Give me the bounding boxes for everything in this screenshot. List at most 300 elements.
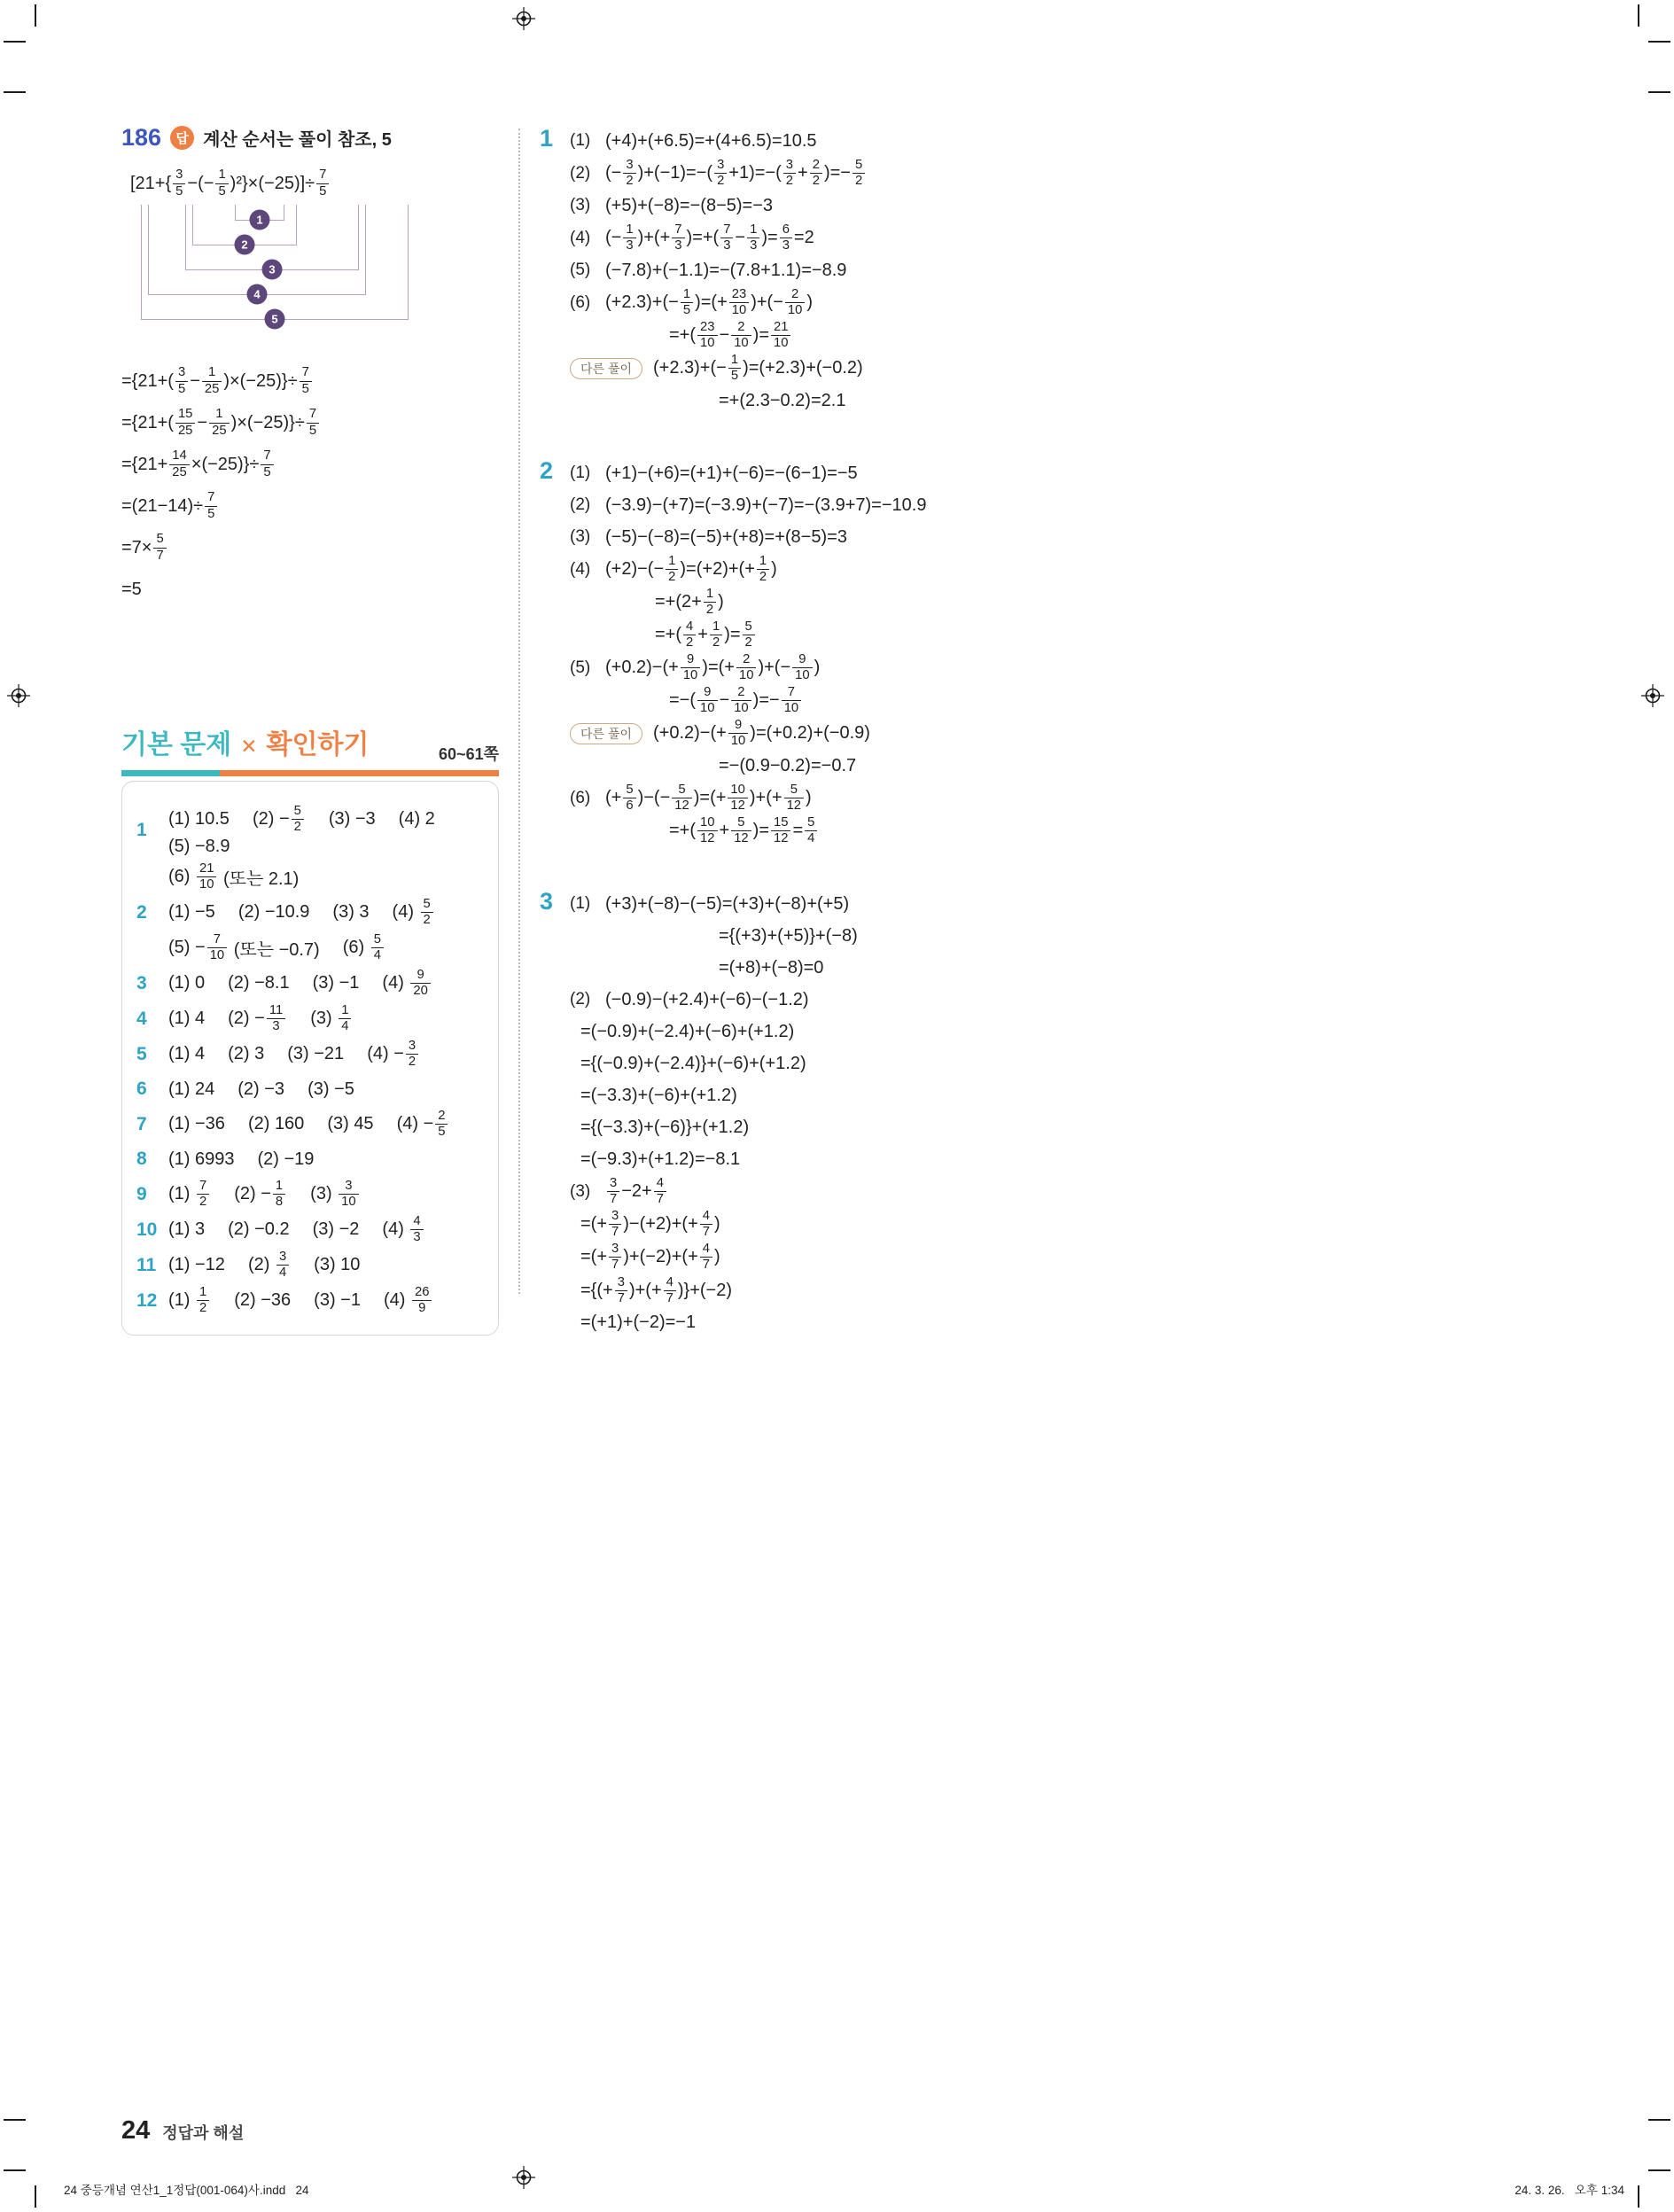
fraction: $\frac{2}{10}$: [736, 652, 756, 683]
fraction: $\frac{3}{2}$: [783, 158, 796, 189]
section-header: [121, 722, 499, 770]
answer-item: (3) 3: [332, 902, 370, 923]
math-line: [570, 458, 1568, 488]
math-text: (−0.9)−(+2.4)+(−6)−(−1.2): [605, 989, 809, 1009]
math-line: [570, 652, 1568, 683]
math-line: [570, 255, 1568, 285]
math-line: [570, 783, 1568, 814]
math-text: (+2)−(− $\frac{1}{2}$ )=(+2)+(+ $\frac{1}{2}$ ): [605, 554, 777, 585]
math-line: [655, 619, 1568, 650]
answer-row: [136, 1003, 484, 1034]
fraction: $\frac{21}{10}$: [197, 861, 216, 892]
math-line: [719, 953, 1568, 983]
answer-items: [168, 1214, 425, 1245]
problem-number: 3: [540, 888, 554, 915]
crop-mark: [1648, 2169, 1670, 2171]
math-text: (−3.9)−(+7)=(−3.9)+(−7)=−(3.9+7)=−10.9: [605, 495, 927, 515]
answer-row: [136, 1179, 484, 1210]
fraction: $\frac{5}{4}$: [371, 932, 384, 963]
x-icon: ✕: [240, 735, 258, 758]
answer-number: 9: [136, 1183, 147, 1204]
fraction: $\frac{5}{2}$: [421, 897, 433, 928]
math-text: (+2.3)+(− $\frac{1}{5}$ )=(+2.3)+(−0.2): [653, 353, 863, 384]
fraction: $\frac{2}{10}$: [785, 287, 805, 318]
order-mark: 4: [247, 284, 268, 305]
math-line: [580, 1275, 1568, 1306]
problems-list: [540, 124, 1568, 1340]
math-line: [580, 1048, 1568, 1079]
alt-solution-badge: 다른 풀이: [570, 358, 642, 379]
math-line: [669, 815, 1568, 846]
left-column: [121, 124, 504, 1316]
fraction: $\frac{5}{12}$: [731, 815, 751, 846]
answer-number: 4: [136, 1008, 147, 1029]
problem-lines: [570, 887, 1568, 1339]
crop-mark: [4, 91, 26, 93]
answer-row: [136, 1074, 484, 1104]
solution-step: =5: [121, 579, 142, 599]
math-text: (+0.2)−(+ $\frac{9}{10}$ )=(+ $\frac{2}{10}$ )+(− $\frac{9}{10}$ ): [605, 652, 821, 683]
answer-items: [168, 1179, 361, 1210]
answer-row: [136, 897, 484, 928]
answer-number: 6: [136, 1079, 147, 1100]
fraction: $\frac{3}{10}$: [339, 1179, 358, 1210]
fraction: $\frac{1}{5}$: [681, 287, 693, 318]
answer-item: (2) 3: [228, 1044, 265, 1064]
crop-mark: [4, 41, 26, 43]
answer-number: 8: [136, 1149, 147, 1170]
answer-item: (3) $\frac{1}{4}$: [310, 1003, 353, 1034]
answer-item: (3) −1: [312, 973, 360, 993]
fraction: $\frac{7}{5}$: [316, 167, 329, 199]
fraction: $\frac{5}{6}$: [623, 783, 635, 814]
fraction: $\frac{7}{3}$: [672, 222, 684, 253]
answer-row: [136, 968, 484, 999]
math-text: =(−3.3)+(−6)+(+1.2): [580, 1085, 737, 1105]
fraction: $\frac{7}{5}$: [205, 490, 217, 521]
math-text: (+1)−(+6)=(+1)+(−6)=−(6−1)=−5: [605, 463, 858, 483]
math-line: [570, 126, 1568, 156]
math-line: [570, 158, 1568, 189]
problem-lines: [570, 456, 1568, 848]
answer-item: (1) 6993: [168, 1149, 235, 1169]
item-label: (5): [570, 261, 591, 280]
fraction: $\frac{9}{10}$: [728, 718, 748, 749]
answer-items: [168, 1149, 314, 1170]
order-mark: 5: [265, 309, 285, 330]
fraction: $\frac{9}{10}$: [681, 652, 700, 683]
fraction: $\frac{10}{12}$: [728, 783, 747, 814]
solution-steps: [121, 362, 504, 608]
answer-item: (1) 10.5: [168, 809, 230, 830]
answer-item: (1) 24: [168, 1079, 215, 1099]
problem-number: 1: [540, 125, 554, 152]
footer-label: 정답과 해설: [162, 2124, 245, 2142]
fraction: $\frac{11}{3}$: [267, 1003, 285, 1034]
answer-item: (3) 10: [314, 1255, 361, 1275]
math-text: (+4)+(+6.5)=+(4+6.5)=10.5: [605, 130, 817, 151]
math-text: (+0.2)−(+ $\frac{9}{10}$ )=(+0.2)+(−0.9): [653, 718, 870, 749]
math-text: (− $\frac{3}{2}$ )+(−1)=−( $\frac{3}{2}$ +1)=−( $\frac{3}{2}$ + $\frac{2}{2}$ )=− $\frac{5}{2}$: [605, 158, 867, 189]
math-line: [570, 490, 1568, 520]
fraction: $\frac{1}{2}$: [757, 554, 769, 585]
item-label: (3): [570, 1181, 591, 1201]
answer-item: (3) −21: [287, 1044, 345, 1064]
order-mark: 3: [262, 260, 283, 280]
math-line: [719, 921, 1568, 951]
problem-186: [121, 124, 504, 608]
item-label: (3): [570, 196, 591, 215]
answer-item: (2) − $\frac{5}{2}$: [253, 804, 306, 835]
fraction: $\frac{5}{7}$: [153, 532, 166, 563]
math-text: =+( $\frac{4}{2}$ + $\frac{1}{2}$ )= $\frac{5}{2}$: [655, 619, 757, 650]
answer-text: 계산 순서는 풀이 참조, 5: [203, 130, 392, 150]
fraction: $\frac{10}{12}$: [697, 815, 717, 846]
answer-number: 10: [136, 1219, 158, 1240]
answer-row: [136, 1214, 484, 1245]
item-label: (4): [570, 228, 591, 247]
answer-items: [168, 968, 432, 999]
fraction: $\frac{7}{2}$: [197, 1179, 209, 1210]
answer-items: [168, 1285, 433, 1316]
fraction: $\frac{9}{10}$: [792, 652, 812, 683]
fraction: $\frac{3}{7}$: [609, 1242, 621, 1273]
fraction: $\frac{4}{7}$: [664, 1275, 676, 1306]
math-line: [580, 1209, 1568, 1240]
fraction: $\frac{1}{5}$: [215, 167, 228, 199]
math-line: [580, 1080, 1568, 1110]
fraction: $\frac{7}{5}$: [261, 448, 273, 479]
item-label: (4): [570, 559, 591, 579]
fraction: $\frac{5}{2}$: [853, 158, 865, 189]
math-line: [580, 1308, 1568, 1338]
fraction: $\frac{3}{5}$: [173, 167, 185, 199]
item-label: (3): [570, 527, 591, 547]
fraction: $\frac{15}{25}$: [175, 407, 195, 438]
answer-items: [168, 1003, 353, 1034]
fraction: $\frac{4}{7}$: [654, 1176, 666, 1207]
fraction: $\frac{1}{8}$: [273, 1179, 285, 1210]
math-line: [570, 554, 1568, 585]
answer-item: (4) $\frac{26}{9}$: [384, 1285, 433, 1316]
fraction: $\frac{3}{2}$: [406, 1039, 418, 1070]
answer-number: 2: [136, 901, 147, 923]
answer-item: (2) −8.1: [228, 973, 290, 993]
answer-number: 5: [136, 1043, 147, 1064]
fraction: $\frac{2}{10}$: [731, 320, 751, 351]
answer-item: (4) − $\frac{3}{2}$: [367, 1039, 420, 1070]
answer-item: (5) − $\frac{7}{10}$ (또는 −0.7): [168, 932, 320, 963]
math-text: ={(+ $\frac{3}{7}$ )+(+ $\frac{4}{7}$ )}+(−2): [580, 1274, 733, 1305]
answer-item: (1) 4: [168, 1044, 206, 1064]
fraction: $\frac{1}{25}$: [202, 365, 222, 396]
answer-item: (2) − $\frac{1}{8}$: [234, 1179, 287, 1210]
answer-item: (3) −5: [308, 1079, 354, 1099]
print-timestamp: 24. 3. 26. 오후 1:34: [1514, 2184, 1624, 2197]
answer-badge: 답: [170, 126, 194, 150]
column-divider: [518, 129, 520, 1294]
item-label: (1): [570, 463, 591, 483]
answer-items: [168, 897, 435, 928]
fraction: $\frac{2}{2}$: [810, 158, 822, 189]
fraction: $\frac{1}{2}$: [197, 1285, 209, 1316]
fraction: $\frac{5}{2}$: [292, 804, 304, 835]
order-bracket: [141, 205, 409, 326]
math-line: [580, 1016, 1568, 1047]
section-title-sub: 확인하기: [266, 730, 370, 759]
answer-item: (6) $\frac{5}{4}$: [343, 932, 385, 963]
math-line: [580, 1242, 1568, 1273]
math-text: (− $\frac{1}{3}$ )+(+ $\frac{7}{3}$ )=+( $\frac{7}{3}$ − $\frac{1}{3}$ )= $\frac{6}{3}$ =2: [605, 222, 814, 253]
answer-item: (1) −5: [168, 902, 215, 923]
problem-number: 2: [540, 457, 554, 485]
page-footer: [121, 2116, 244, 2146]
math-line: [719, 751, 1568, 781]
math-text: =−( $\frac{9}{10}$ − $\frac{2}{10}$ )=− $\frac{7}{10}$: [669, 685, 803, 716]
answer-item: (2) −36: [234, 1290, 292, 1311]
math-text: =(+8)+(−8)=0: [719, 957, 824, 977]
solution-step: =(21−14)÷ $\frac{7}{5}$: [121, 487, 504, 525]
answer-row: [136, 804, 484, 857]
crop-mark: [4, 2169, 26, 2171]
fraction: $\frac{1}{25}$: [209, 407, 229, 438]
answer-items: [168, 1250, 360, 1281]
order-diagram: [121, 164, 504, 348]
crop-mark: [35, 2185, 36, 2208]
fraction: $\frac{7}{5}$: [300, 365, 312, 396]
fraction: $\frac{3}{4}$: [276, 1250, 289, 1281]
answer-item: (4) − $\frac{2}{5}$: [397, 1109, 450, 1140]
math-text: ={(−0.9)+(−2.4)}+(−6)+(+1.2): [580, 1053, 806, 1073]
math-line: [570, 191, 1568, 221]
registration-mark: [1641, 684, 1664, 707]
math-expression: [21+{ $\frac{3}{5}$ −(− $\frac{1}{5}$ )²}×(−25)]÷ $\frac{7}{5}$: [130, 164, 331, 203]
fraction: $\frac{7}{3}$: [720, 222, 733, 253]
answer-item: (2) −10.9: [237, 902, 310, 923]
answer-row: [136, 1109, 484, 1140]
fraction: $\frac{1}{2}$: [710, 619, 722, 650]
fraction: $\frac{1}{4}$: [339, 1003, 351, 1034]
answer-row: [136, 1039, 484, 1070]
answer-item: (2) − $\frac{11}{3}$: [228, 1003, 287, 1034]
math-line: [570, 522, 1568, 552]
answer-item: (1) 3: [168, 1219, 206, 1240]
answer-item: (3) −2: [312, 1219, 360, 1240]
answer-number: 12: [136, 1289, 158, 1311]
answer-item: (5) −8.9: [168, 837, 230, 857]
solution-step: ={21+( $\frac{3}{5}$ − $\frac{1}{25}$ )×(−25)}÷ $\frac{7}{5}$: [121, 362, 504, 400]
answers-box: [121, 781, 499, 1336]
answer-item: (4) $\frac{5}{2}$: [393, 897, 435, 928]
answer-item: (4) 2: [398, 809, 435, 830]
registration-mark: [512, 7, 535, 30]
answer-items: [168, 1079, 354, 1100]
math-line: [570, 1176, 1568, 1207]
math-text: =(+1)+(−2)=−1: [580, 1312, 697, 1333]
math-text: (+ $\frac{5}{6}$ )−(− $\frac{5}{12}$ )=(+ $\frac{10}{12}$ )+(+ $\frac{5}{12}$ ): [605, 783, 812, 814]
fraction: $\frac{3}{7}$: [609, 1209, 621, 1240]
math-line: [580, 1112, 1568, 1142]
fraction: $\frac{15}{12}$: [771, 815, 790, 846]
answer-items: [168, 1109, 449, 1140]
fraction: $\frac{5}{12}$: [784, 783, 804, 814]
math-text: (+2.3)+(− $\frac{1}{5}$ )=(+ $\frac{23}{10}$ )+(− $\frac{2}{10}$ ): [605, 287, 814, 318]
answer-number: 1: [136, 820, 147, 841]
answer-item: (3) $\frac{3}{10}$: [310, 1179, 360, 1210]
fraction: $\frac{2}{10}$: [731, 685, 751, 716]
math-text: =+( $\frac{10}{12}$ + $\frac{5}{12}$ )= $\frac{15}{12}$ = $\frac{5}{4}$: [669, 815, 819, 846]
math-line: [669, 320, 1568, 351]
problem-number: 186: [121, 124, 162, 151]
math-text: =(−0.9)+(−2.4)+(−6)+(+1.2): [580, 1021, 795, 1041]
crop-mark: [1648, 2119, 1670, 2121]
registration-mark: [7, 684, 30, 707]
fraction: $\frac{1}{2}$: [666, 554, 678, 585]
answer-number: 11: [136, 1254, 157, 1275]
solution-step: ={21+ $\frac{14}{25}$ ×(−25)}÷ $\frac{7}{5}$: [121, 446, 504, 483]
answer-item: (1) $\frac{7}{2}$: [168, 1179, 211, 1210]
fraction: $\frac{3}{7}$: [615, 1275, 627, 1306]
fraction: $\frac{3}{2}$: [623, 158, 635, 189]
fraction: $\frac{4}{2}$: [683, 619, 696, 650]
fraction: $\frac{7}{10}$: [207, 932, 227, 963]
fraction: $\frac{14}{25}$: [169, 448, 189, 479]
fraction: $\frac{3}{7}$: [607, 1176, 619, 1207]
basic-problems-section: [121, 722, 499, 1336]
fraction: $\frac{23}{10}$: [729, 287, 749, 318]
problem-186-header: [121, 124, 504, 152]
item-label: (1): [570, 894, 591, 914]
order-mark: 2: [235, 235, 255, 255]
fraction: $\frac{1}{3}$: [747, 222, 759, 253]
answer-row: [136, 1144, 484, 1174]
answer-row: [136, 932, 484, 963]
fraction: $\frac{5}{4}$: [805, 815, 817, 846]
problem: [540, 887, 1568, 1339]
math-text: (−7.8)+(−1.1)=−(7.8+1.1)=−8.9: [605, 260, 847, 280]
answer-row: [136, 861, 484, 892]
fraction: $\frac{9}{10}$: [697, 685, 717, 716]
fraction: $\frac{3}{2}$: [714, 158, 727, 189]
problem: [540, 124, 1568, 417]
answer-item: (1) 4: [168, 1009, 206, 1029]
crop-mark: [1638, 2185, 1639, 2208]
solution-step: =7× $\frac{5}{7}$: [121, 529, 504, 566]
item-label: (2): [570, 495, 591, 515]
math-text: =(+ $\frac{3}{7}$ )−(+2)+(+ $\frac{4}{7}$ ): [580, 1209, 720, 1240]
fraction: $\frac{26}{9}$: [412, 1285, 432, 1316]
item-label: (5): [570, 658, 591, 677]
answer-item: (2) 160: [247, 1114, 305, 1134]
math-line: [570, 985, 1568, 1015]
fraction: $\frac{5}{2}$: [743, 619, 755, 650]
answer-items: [168, 861, 299, 892]
math-line: [570, 287, 1568, 318]
fraction: $\frac{5}{12}$: [672, 783, 691, 814]
fraction: $\frac{7}{10}$: [782, 685, 801, 716]
math-line: [570, 353, 1568, 384]
section-title-main: 기본 문제: [121, 730, 232, 759]
page-reference: 60~61쪽: [439, 745, 499, 763]
math-text: =+(2+ $\frac{1}{2}$ ): [655, 587, 724, 618]
solution-step: ={21+( $\frac{15}{25}$ − $\frac{1}{25}$ )×(−25)}÷ $\frac{7}{5}$: [121, 404, 504, 441]
math-text: =+(2.3−0.2)=2.1: [719, 390, 846, 410]
answer-items: [168, 804, 484, 857]
crop-mark: [1648, 91, 1670, 93]
math-text: =(+ $\frac{3}{7}$ )+(−2)+(+ $\frac{4}{7}$ ): [580, 1242, 720, 1273]
answer-item: (2) −3: [237, 1079, 285, 1099]
answer-items: [168, 1039, 420, 1070]
math-text: (+5)+(−8)=−(8−5)=−3: [605, 195, 774, 215]
fraction: $\frac{1}{2}$: [704, 587, 716, 618]
fraction: $\frac{1}{3}$: [623, 222, 635, 253]
fraction: $\frac{23}{10}$: [697, 320, 717, 351]
order-mark: 1: [250, 210, 270, 230]
fraction: $\frac{1}{5}$: [728, 353, 741, 384]
item-label: (6): [570, 788, 591, 807]
fraction: $\frac{3}{5}$: [175, 365, 188, 396]
answer-item: (1) −12: [168, 1255, 225, 1275]
answer-item: (2) −19: [257, 1149, 315, 1169]
print-file-info: 24 중등개념 연산1_1정답(001-064)사.indd 24: [64, 2184, 309, 2197]
answer-row: [136, 1250, 484, 1281]
answer-item: (1) $\frac{1}{2}$: [168, 1285, 211, 1316]
math-text: =−(0.9−0.2)=−0.7: [719, 755, 857, 775]
fraction: $\frac{21}{10}$: [771, 320, 790, 351]
math-text: ={(+3)+(+5)}+(−8): [719, 925, 858, 946]
answer-item: (4) $\frac{9}{20}$: [382, 968, 432, 999]
answer-number: 7: [136, 1113, 147, 1134]
math-line: [719, 386, 1568, 416]
item-label: (1): [570, 131, 591, 150]
fraction: $\frac{4}{3}$: [410, 1214, 423, 1245]
fraction: $\frac{7}{5}$: [307, 407, 319, 438]
answer-item: (2) −0.2: [228, 1219, 290, 1240]
answer-item: (4) $\frac{4}{3}$: [382, 1214, 424, 1245]
answer-item: (2) $\frac{3}{4}$: [248, 1250, 291, 1281]
problem-lines: [570, 124, 1568, 417]
answer-number: 3: [136, 972, 147, 993]
answer-row: [136, 1285, 484, 1316]
math-line: [580, 1144, 1568, 1174]
math-line: [570, 718, 1568, 749]
answer-item: (1) 0: [168, 973, 206, 993]
crop-mark: [4, 2119, 26, 2121]
math-text: ={(−3.3)+(−6)}+(+1.2): [580, 1117, 750, 1137]
fraction: $\frac{9}{20}$: [410, 968, 430, 999]
math-text: (−5)−(−8)=(−5)+(+8)=+(8−5)=3: [605, 526, 847, 547]
math-text: (+3)+(−8)−(−5)=(+3)+(−8)+(+5): [605, 893, 850, 914]
registration-mark: [512, 2166, 535, 2189]
answer-item: (1) −36: [168, 1114, 225, 1134]
math-line: [570, 889, 1568, 919]
answer-item: (3) −1: [314, 1290, 361, 1311]
answer-item: (3) 45: [327, 1114, 374, 1134]
fraction: $\frac{6}{3}$: [780, 222, 792, 253]
alt-solution-badge: 다른 풀이: [570, 723, 642, 744]
fraction: $\frac{4}{7}$: [700, 1242, 712, 1273]
page-number: 24: [121, 2116, 151, 2145]
answers-list: [136, 804, 484, 1316]
crop-mark: [1648, 41, 1670, 43]
right-column: [540, 124, 1568, 1379]
fraction: $\frac{2}{5}$: [435, 1109, 448, 1140]
answer-item: (6) $\frac{21}{10}$ (또는 2.1): [168, 861, 300, 892]
item-label: (6): [570, 292, 591, 312]
math-line: [655, 587, 1568, 618]
item-label: (2): [570, 990, 591, 1009]
math-line: [669, 685, 1568, 716]
